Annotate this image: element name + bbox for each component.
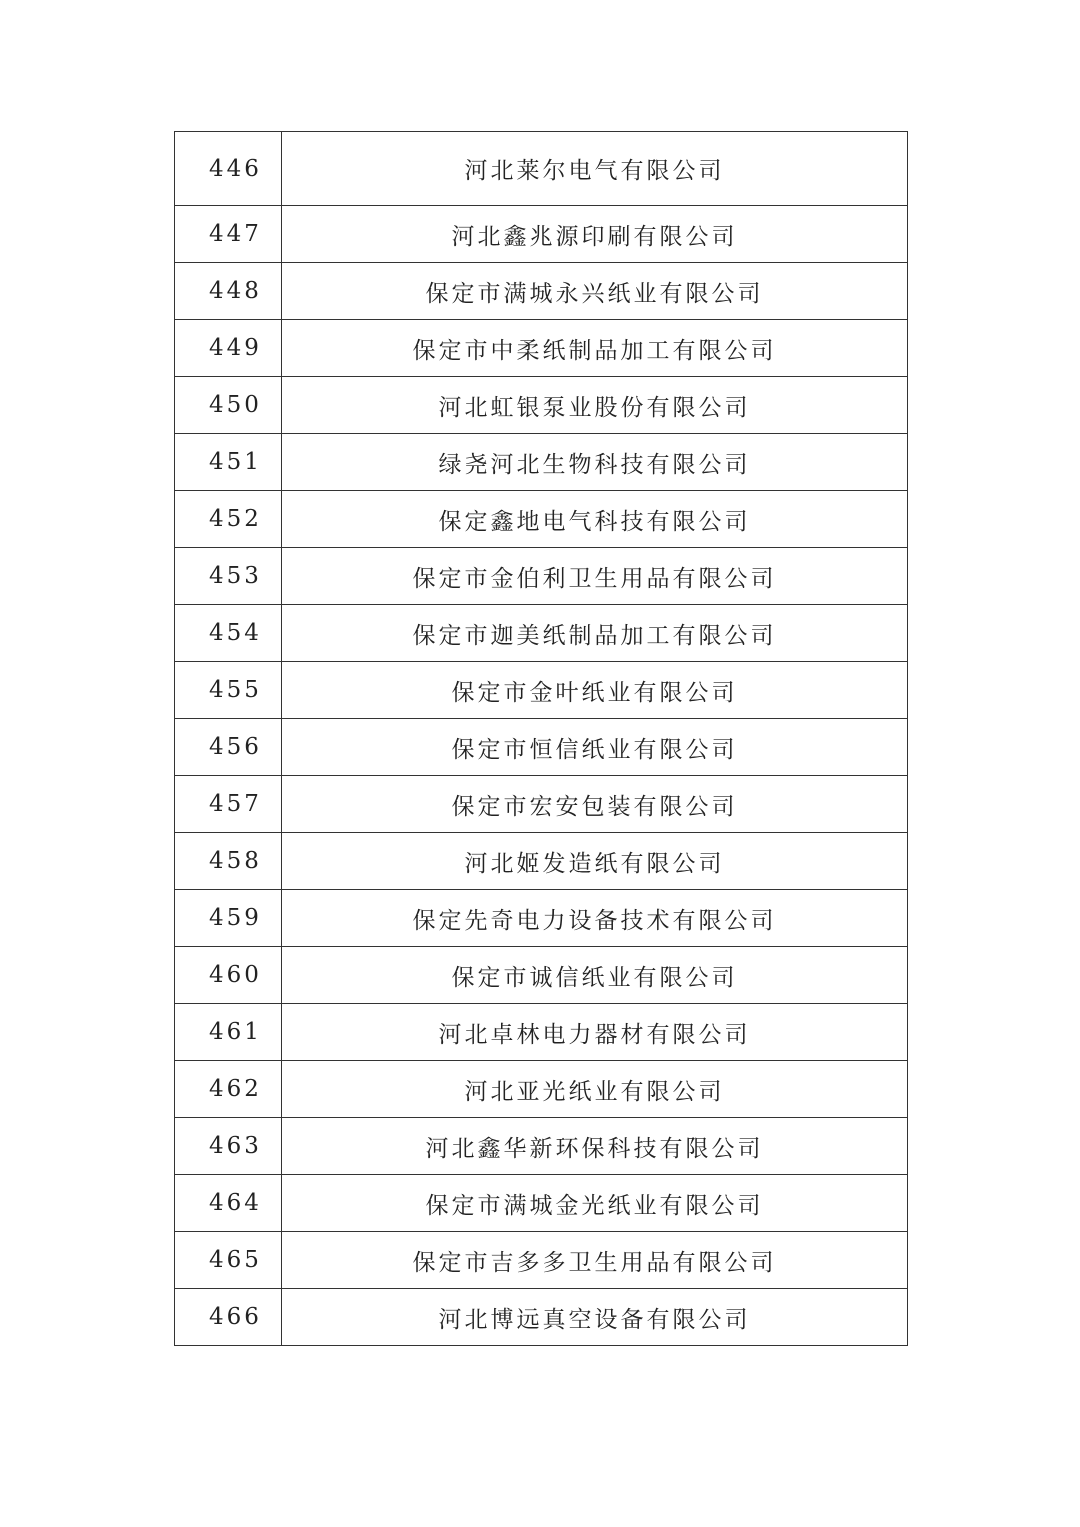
company-name: 保定市吉多多卫生用品有限公司 <box>282 1232 908 1289</box>
table-row <box>175 890 908 947</box>
company-name: 保定市诚信纸业有限公司 <box>282 947 908 1004</box>
row-number: 450 <box>175 377 282 434</box>
company-name: 保定市金叶纸业有限公司 <box>282 662 908 719</box>
table-row <box>175 320 908 377</box>
row-number: 464 <box>175 1175 282 1232</box>
row-number: 460 <box>175 947 282 1004</box>
table-row <box>175 263 908 320</box>
company-name: 保定市迦美纸制品加工有限公司 <box>282 605 908 662</box>
table-row <box>175 1175 908 1232</box>
company-name: 保定市满城金光纸业有限公司 <box>282 1175 908 1232</box>
row-number: 448 <box>175 263 282 320</box>
table-row <box>175 1004 908 1061</box>
table-row <box>175 548 908 605</box>
table-row <box>175 662 908 719</box>
company-name: 河北博远真空设备有限公司 <box>282 1289 908 1346</box>
row-number: 462 <box>175 1061 282 1118</box>
company-name: 河北虹银泵业股份有限公司 <box>282 377 908 434</box>
row-number: 465 <box>175 1232 282 1289</box>
company-name: 河北姬发造纸有限公司 <box>282 833 908 890</box>
company-name: 保定先奇电力设备技术有限公司 <box>282 890 908 947</box>
row-number: 463 <box>175 1118 282 1175</box>
row-number: 455 <box>175 662 282 719</box>
row-number: 459 <box>175 890 282 947</box>
table-row <box>175 1232 908 1289</box>
table-row <box>175 605 908 662</box>
row-number: 458 <box>175 833 282 890</box>
table-row <box>175 1289 908 1346</box>
company-table <box>174 131 908 1346</box>
table-row <box>175 377 908 434</box>
table-row <box>175 206 908 263</box>
row-number: 447 <box>175 206 282 263</box>
table-row <box>175 491 908 548</box>
company-name: 保定市中柔纸制品加工有限公司 <box>282 320 908 377</box>
row-number: 466 <box>175 1289 282 1346</box>
table-row <box>175 719 908 776</box>
row-number: 446 <box>175 132 282 206</box>
company-name: 保定市金伯利卫生用品有限公司 <box>282 548 908 605</box>
table-row <box>175 1118 908 1175</box>
row-number: 451 <box>175 434 282 491</box>
company-name: 河北卓林电力器材有限公司 <box>282 1004 908 1061</box>
table-row <box>175 833 908 890</box>
company-name: 河北亚光纸业有限公司 <box>282 1061 908 1118</box>
table-row <box>175 434 908 491</box>
table-row <box>175 776 908 833</box>
row-number: 461 <box>175 1004 282 1061</box>
row-number: 449 <box>175 320 282 377</box>
company-name: 河北鑫兆源印刷有限公司 <box>282 206 908 263</box>
table-row <box>175 947 908 1004</box>
company-name: 保定鑫地电气科技有限公司 <box>282 491 908 548</box>
row-number: 452 <box>175 491 282 548</box>
table-row <box>175 132 908 206</box>
table-row <box>175 1061 908 1118</box>
company-name: 河北鑫华新环保科技有限公司 <box>282 1118 908 1175</box>
row-number: 456 <box>175 719 282 776</box>
company-name: 绿尧河北生物科技有限公司 <box>282 434 908 491</box>
row-number: 454 <box>175 605 282 662</box>
company-name: 河北莱尔电气有限公司 <box>282 132 908 206</box>
company-name: 保定市恒信纸业有限公司 <box>282 719 908 776</box>
company-name: 保定市满城永兴纸业有限公司 <box>282 263 908 320</box>
row-number: 453 <box>175 548 282 605</box>
row-number: 457 <box>175 776 282 833</box>
company-name: 保定市宏安包装有限公司 <box>282 776 908 833</box>
